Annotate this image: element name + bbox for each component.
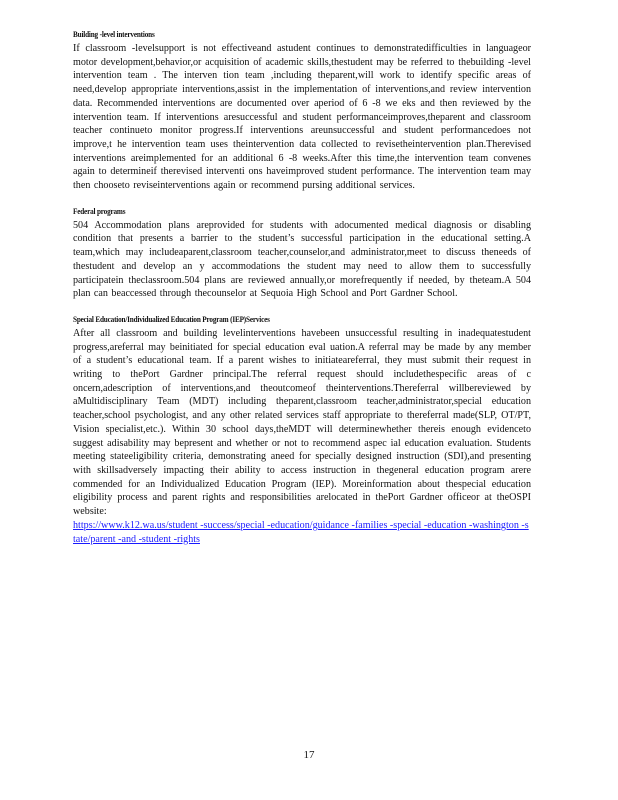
section-federal-programs xyxy=(73,207,531,301)
section-special-education xyxy=(73,315,531,546)
document-page xyxy=(73,30,531,560)
section-heading: Special Education/Individualized Education Program (IEP)Services xyxy=(73,314,270,324)
page-number: 17 xyxy=(303,749,315,761)
section-building-level-interventions xyxy=(73,30,531,193)
section-heading: Federal programs xyxy=(73,206,126,216)
section-body: If classroom -levelsupport is not effectiveand astudent continues to demonstratedifficulties in languageor motor development,behavior,or acquisition of academic skills,thestudent may be referred to thebuilding -level intervention team . The interven tion team ,including theparent,will work to identify specific areas of need,develop appropriate interventions,assist in the implementation of interventions,and review intervention data. Recommended interventions are documented over aperiod of 6 -8 we eks and then reviewed by the intervention team. If interventions aresuccessful and student performanceimproves,theparent and classroom teacher continueto monitor progress.If interventions areunsuccessful and student performancedoes not improve,t he intervention team uses theintervention data collected to revisetheintervention plan.Therevised interventions areimplemented for an additional 6 -8 weeks.After this time,the intervention team convenes again to determineif therevised interventi ons haveimproved student performance. The intervention team may then chooseto reviseinterventions again or recommend pursing additional services. xyxy=(73,43,531,192)
ospi-website-link[interactable]: https://www.k12.wa.us/student -success/special -education/guidance -families -special -education -washington -state/parent -and -student -rights xyxy=(73,519,529,545)
section-heading: Building -level interventions xyxy=(73,30,155,39)
section-body: After all classroom and building levelinterventions havebeen unsuccessful resulting in inadequatestudent progress,areferral may beinitiated for special education eval uation.A referral may be made by any member of a student’s educational team. If a parent wishes to initiateareferral, they must submit their request in writing to thePort Gardner principal.The referral request should includethespecific areas of c oncern,adescription of interventions,and theoutcomeof theinterventions.Thereferral willbereviewed by aMultidisciplinary Team (MDT) including theparent,classroom teacher,administrator,special education teacher,school psychologist, and any other related services staff appropriate to thereferral made(SLP, OT/PT, Vision specialist,etc.). Within 30 school days,theMDT will determinewhether thereis enough evidenceto suggest adisability may bepresent and whether or not to recommend aspec ial education evaluation. Students meeting stateeligibility criteria, demonstrating aneed for specially designed instruction (SDI),and presenting with skillsadversely impacting their ability to access instruction in thegeneral education program arere commended for an Individualized Education Program (IEP). Moreinformation about thespecial education eligibility process and parent rights and responsibilities arelocated in thePort Gardner officeor at theOSPI website: xyxy=(73,327,531,518)
section-body: 504 Accommodation plans areprovided for students with adocumented medical diagnosis or disabling condition that presents a barrier to the student’s successful participation in the educational setting.A team,which may includeaparent,classroom teacher,counselor,and administrator,meet to discuss theneeds of thestudent and develop an y accommodations the student may need to allow them to successfully participatein theclassroom.504 plans are reviewed annually,or morefrequently if needed, by theteam.A 504 plan can beaccessed through thecounselor at Sequoia High School and Port Gardner School. xyxy=(73,219,531,300)
